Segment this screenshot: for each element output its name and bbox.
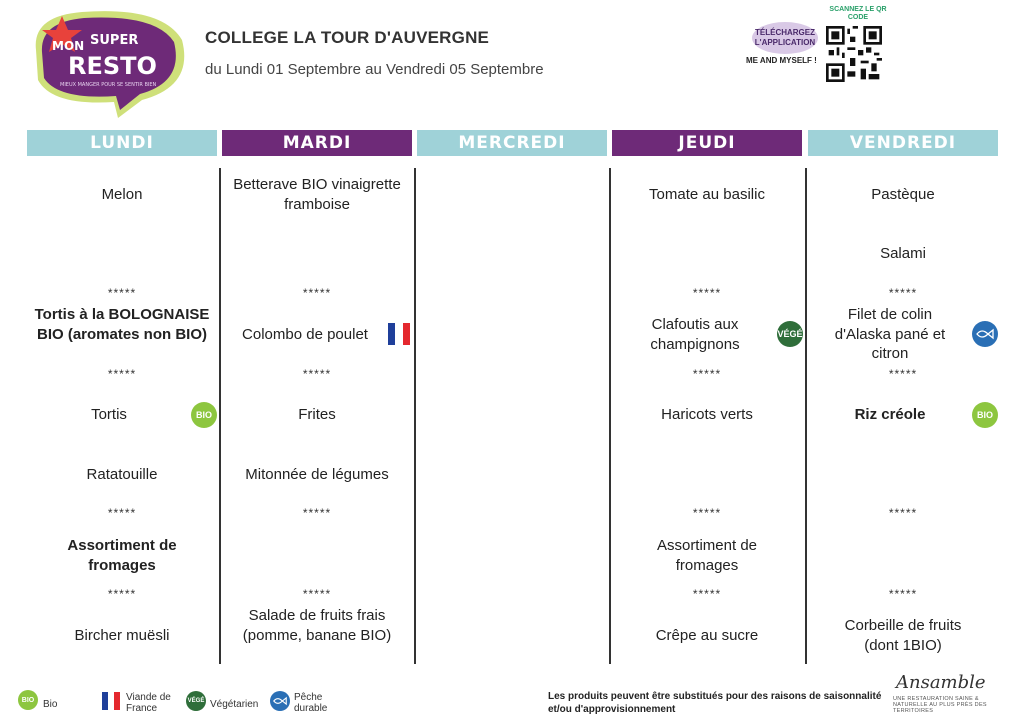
vendredi-starter: Pastèque bbox=[871, 186, 935, 203]
vendredi-dessert: Corbeille de fruits (dont 1BIO) bbox=[844, 617, 962, 654]
lundi-side2: Ratatouille bbox=[86, 466, 158, 483]
logo-text-super: SUPER bbox=[90, 33, 139, 48]
week-dates: du Lundi 01 Septembre au Vendredi 05 Septembre bbox=[205, 61, 544, 78]
day-header-lundi: LUNDI bbox=[27, 130, 217, 156]
ansamble-logo: Ansamble bbox=[896, 672, 986, 693]
separator: ***** bbox=[302, 286, 332, 300]
vendredi-side1: Riz créole bbox=[854, 406, 926, 423]
separator: ***** bbox=[692, 367, 722, 381]
mardi-dessert: Salade de fruits frais (pomme, banane BIO) bbox=[242, 607, 392, 644]
app-name: ME AND MYSELF ! bbox=[746, 56, 817, 65]
separator: ***** bbox=[107, 587, 137, 601]
separator: ***** bbox=[107, 286, 137, 300]
lundi-dessert: Bircher muësli bbox=[74, 627, 170, 644]
legend-vege-icon: VÉGÉ bbox=[186, 691, 206, 711]
separator: ***** bbox=[302, 506, 332, 520]
france-flag-icon bbox=[388, 323, 410, 345]
scan-qr-label: SCANNEZ LE QR CODE bbox=[829, 6, 887, 21]
separator: ***** bbox=[302, 587, 332, 601]
mon-super-resto-logo bbox=[22, 6, 190, 122]
column-divider bbox=[609, 168, 611, 664]
separator: ***** bbox=[107, 367, 137, 381]
jeudi-starter: Tomate au basilic bbox=[649, 186, 765, 203]
day-header-mercredi: MERCREDI bbox=[417, 130, 607, 156]
fish-sustainable-icon bbox=[972, 321, 998, 347]
separator: ***** bbox=[302, 367, 332, 381]
legend-fish-icon bbox=[270, 691, 290, 711]
separator: ***** bbox=[888, 506, 918, 520]
legend-bio-icon: BIO bbox=[18, 690, 38, 710]
logo-tagline: MIEUX MANGER POUR SE SENTIR BIEN bbox=[60, 82, 157, 88]
legend-bio-label: Bio bbox=[43, 699, 58, 710]
column-divider bbox=[219, 168, 221, 664]
separator: ***** bbox=[692, 506, 722, 520]
logo-text-mon: MON bbox=[52, 39, 85, 53]
lundi-starter: Melon bbox=[101, 186, 143, 203]
vegetarian-badge-icon: VÉGÉ bbox=[777, 321, 803, 347]
bio-badge-icon: BIO bbox=[191, 402, 217, 428]
column-divider bbox=[414, 168, 416, 664]
lundi-main: Tortis à la BOLOGNAISE BIO (aromates non BIO) bbox=[34, 306, 210, 343]
legend-peche-label: Pêche durable bbox=[294, 692, 328, 714]
legend-france-flag-icon bbox=[102, 692, 120, 710]
school-title: COLLEGE LA TOUR D'AUVERGNE bbox=[205, 28, 490, 47]
day-header-jeudi: JEUDI bbox=[612, 130, 802, 156]
mardi-starter: Betterave BIO vinaigrette framboise bbox=[233, 176, 401, 213]
separator: ***** bbox=[107, 506, 137, 520]
bio-badge-icon: BIO bbox=[972, 402, 998, 428]
jeudi-main: Clafoutis aux champignons bbox=[650, 316, 740, 353]
mardi-side1: Frites bbox=[298, 406, 336, 423]
mardi-main: Colombo de poulet bbox=[242, 326, 368, 343]
jeudi-cheese: Assortiment de fromages bbox=[656, 537, 758, 574]
legend-vege-label: Végétarien bbox=[210, 699, 259, 710]
qr-code[interactable] bbox=[826, 26, 882, 82]
separator: ***** bbox=[888, 587, 918, 601]
download-app-bubble: TÉLÉCHARGEZ L'APPLICATION bbox=[752, 22, 818, 54]
separator: ***** bbox=[888, 286, 918, 300]
substitution-footnote: Les produits peuvent être substitués pour des raisons de saisonnalité et/ou d'approvisionnement bbox=[548, 691, 882, 715]
day-header-mardi: MARDI bbox=[222, 130, 412, 156]
separator: ***** bbox=[692, 587, 722, 601]
vendredi-starter2: Salami bbox=[880, 245, 926, 262]
mardi-side2: Mitonnée de légumes bbox=[245, 466, 389, 483]
jeudi-dessert: Crêpe au sucre bbox=[655, 627, 759, 644]
lundi-cheese: Assortiment de fromages bbox=[67, 537, 177, 574]
vendredi-main: Filet de colin d'Alaska pané et citron bbox=[834, 306, 946, 362]
logo-text-resto: RESTO bbox=[68, 52, 157, 80]
lundi-side1: Tortis bbox=[91, 406, 127, 423]
jeudi-side1: Haricots verts bbox=[661, 406, 753, 423]
day-header-vendredi: VENDREDI bbox=[808, 130, 998, 156]
ansamble-tagline: UNE RESTAURATION SAINE & NATURELLE AU PLUS PRÈS DES TERRITOIRES bbox=[893, 696, 987, 714]
legend-viande-label: Viande de France bbox=[126, 692, 171, 714]
separator: ***** bbox=[888, 367, 918, 381]
separator: ***** bbox=[692, 286, 722, 300]
